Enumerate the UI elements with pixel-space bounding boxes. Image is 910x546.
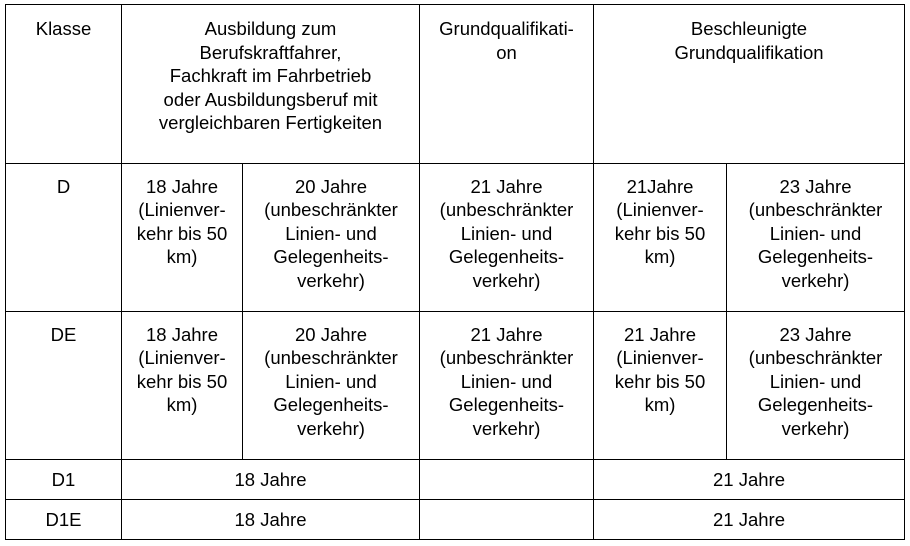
cell-klasse: DE xyxy=(6,311,122,459)
table-row-d xyxy=(6,163,905,311)
cell-beschleunigt: 21 Jahre xyxy=(594,500,905,540)
cell-grundqualifikation xyxy=(420,500,594,540)
cell-beschleunigt-unbeschraenkt: 23 Jahre (unbeschränkter Linien- und Gelegenheits- verkehr) xyxy=(727,311,905,459)
table-header-row xyxy=(6,5,905,164)
header-beschleunigte-grundqualifikation: Beschleunigte Grundqualifikation xyxy=(594,5,905,164)
cell-grundqualifikation xyxy=(420,460,594,500)
header-grundqualifikation: Grundqualifikati- on xyxy=(420,5,594,164)
cell-ausbildung-linienverkehr: 18 Jahre (Linienver- kehr bis 50 km) xyxy=(122,163,243,311)
table-row-d1e xyxy=(6,500,905,540)
cell-beschleunigt-unbeschraenkt: 23 Jahre (unbeschränkter Linien- und Gelegenheits- verkehr) xyxy=(727,163,905,311)
table-row-de xyxy=(6,311,905,459)
cell-beschleunigt: 21 Jahre xyxy=(594,460,905,500)
cell-ausbildung-linienverkehr: 18 Jahre (Linienver- kehr bis 50 km) xyxy=(122,311,243,459)
cell-grundqualifikation: 21 Jahre (unbeschränkter Linien- und Gelegenheits- verkehr) xyxy=(420,311,594,459)
cell-klasse: D1E xyxy=(6,500,122,540)
cell-grundqualifikation: 21 Jahre (unbeschränkter Linien- und Gelegenheits- verkehr) xyxy=(420,163,594,311)
header-klasse: Klasse xyxy=(6,5,122,164)
cell-ausbildung: 18 Jahre xyxy=(122,460,420,500)
cell-klasse: D1 xyxy=(6,460,122,500)
table-row-d1 xyxy=(6,460,905,500)
header-ausbildung: Ausbildung zum Berufskraftfahrer, Fachkraft im Fahrbetrieb oder Ausbildungsberuf mit vergleichbaren Fertigkeiten xyxy=(122,5,420,164)
cell-beschleunigt-linienverkehr: 21Jahre (Linienver- kehr bis 50 km) xyxy=(594,163,727,311)
license-age-table xyxy=(5,4,905,540)
cell-klasse: D xyxy=(6,163,122,311)
cell-ausbildung-unbeschraenkt: 20 Jahre (unbeschränkter Linien- und Gelegenheits- verkehr) xyxy=(243,311,420,459)
cell-ausbildung: 18 Jahre xyxy=(122,500,420,540)
cell-ausbildung-unbeschraenkt: 20 Jahre (unbeschränkter Linien- und Gelegenheits- verkehr) xyxy=(243,163,420,311)
cell-beschleunigt-linienverkehr: 21 Jahre (Linienver- kehr bis 50 km) xyxy=(594,311,727,459)
